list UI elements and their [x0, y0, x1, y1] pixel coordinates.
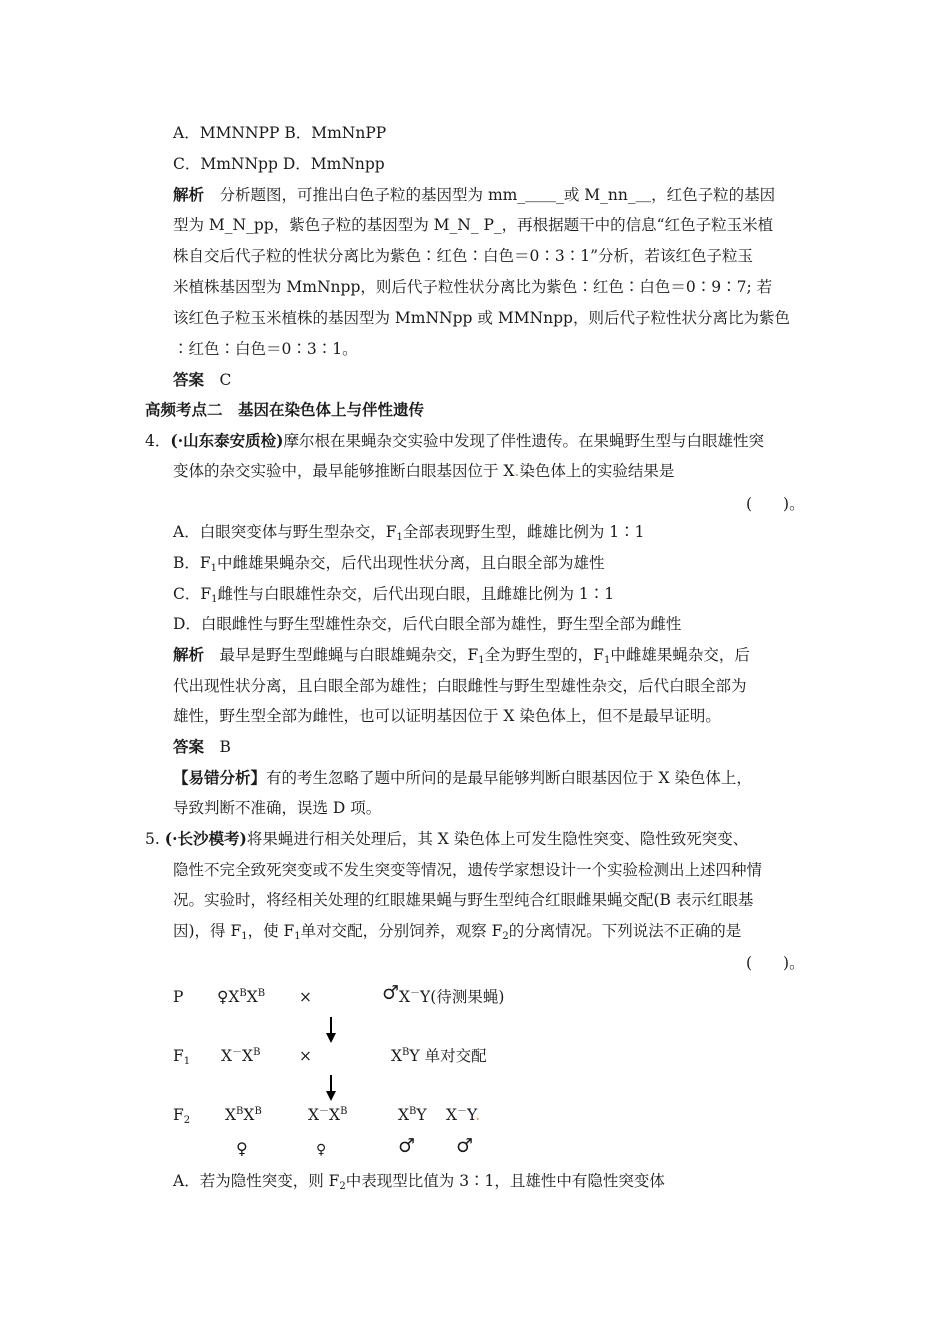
p-male-genotype: X－Y(待测果蝇): [399, 988, 505, 1006]
q3-answer-label: 答案: [173, 370, 205, 389]
f2-genotype-4: X－Y.: [446, 1106, 481, 1124]
q4-error-analysis-line-1: 【易错分析】有的考生忽略了题中所问的是最早能够判断白眼基因位于 X 染色体上，: [173, 768, 752, 787]
q4-analysis-line-2: 代出现性状分离，且白眼全部为雄性；白眼雌性与野生型雄性杂交，后代白眼全部为: [173, 677, 747, 695]
q3-answer: [173, 370, 231, 390]
female-symbol-1: ♀: [236, 1139, 248, 1158]
q4-answer-bracket: ( )。: [746, 495, 805, 513]
q3-analysis-line-4: 米植株基因型为 MmNnpp，则后代子粒性状分离比为紫色∶红色∶白色＝0∶9∶7; 若: [173, 278, 773, 296]
f1-generation-label: $F_1$: [173, 1047, 191, 1067]
q4-answer-label: 答案: [173, 737, 205, 756]
arrow-f1-to-f2-head: [326, 1091, 336, 1101]
q3-analysis-line-5: 该红色子粒玉米植株的基因型为 MmNNpp 或 MMNnpp，则后代子粒性状分离比为紫色: [173, 309, 790, 327]
q4-option-d: D．白眼雌性与野生型雄性杂交，后代白眼全部为雄性，野生型全部为雌性: [173, 615, 682, 633]
f2-genotype-1: $X^BX^B$: [225, 1106, 262, 1124]
q4-option-b: B．$F_1$中雌雄果蝇杂交，后代出现性状分离，且白眼全部为雄性: [173, 554, 605, 574]
q3-analysis-line-3: 株自交后代子粒的性状分离比为紫色∶红色∶白色＝0∶3∶1”分析，若该红色子粒玉: [173, 247, 754, 265]
p-male-symbol: ♂: [382, 982, 400, 1004]
male-symbol-2: ♂: [456, 1135, 474, 1157]
q4-option-a: A．白眼突变体与野生型杂交，$F_1$全部表现野生型，雌雄比例为 1∶1: [173, 523, 645, 543]
q4-answer-value: B: [219, 738, 231, 756]
q3-analysis-label: 解析: [173, 185, 205, 204]
q4-option-c: C．$F_1$雌性与白眼雄性杂交，后代出现白眼，且雌雄比例为 1∶1: [173, 585, 615, 605]
q4-analysis-line-3: 雄性，野生型全部为雌性，也可以证明基因位于 X 染色体上，但不是最早证明。: [173, 707, 721, 725]
q3-options-ab: A．MMNNPP B．MmNnPP: [173, 124, 387, 142]
f2-generation-label: $F_2$: [173, 1106, 191, 1126]
section-title: 高频考点二 基因在染色体上与伴性遗传: [145, 400, 425, 419]
q5-stem-line-2: 隐性不完全致死突变或不发生突变等情况，遗传学家想设计一个实验检测出上述四种情: [173, 861, 763, 879]
q4-stem-line-2: 变体的杂交实验中，最早能够推断白眼基因位于 X.染色体上的实验结果是: [173, 462, 675, 480]
q5-stem-line-1: 5. (·长沙模考)将果蝇进行相关处理后，其 X 染色体上可发生隐性突变、隐性致死突变、: [145, 829, 749, 848]
q4-analysis-label: 解析: [173, 645, 205, 664]
q5-stem-line-3: 况。实验时，将经相关处理的红眼雄果蝇与野生型纯合红眼雌果蝇交配(B 表示红眼基: [173, 891, 754, 909]
f1-cross-symbol: ×: [299, 1047, 312, 1065]
q4-error-analysis-line-2: 导致判断不准确，误选 D 项。: [173, 799, 382, 817]
f2-genotype-2: $X^-X^B$: [308, 1106, 348, 1124]
arrow-p-to-f1-head: [326, 1033, 336, 1043]
q3-answer-value: C: [219, 371, 232, 389]
p-cross-symbol: ×: [299, 988, 312, 1006]
q4-analysis-line-1: 解析 最早是野生型雌蝇与白眼雄蝇杂交，$F_1$全为野生型的，$F_1$中雌雄果蝇杂交，后: [173, 645, 750, 666]
p-generation-label: P: [173, 988, 184, 1006]
f1-female-genotype: $X^-X^B$: [221, 1047, 261, 1065]
q5-stem-line-4: 因)，得 $F_1$，使 $F_1$单对交配，分别饲养，观察 $F_2$的分离情况。下列说法不正确的是: [173, 922, 742, 942]
f1-male-genotype: $X^BY$ 单对交配: [391, 1047, 487, 1065]
f2-genotype-3: $X^BY$: [398, 1106, 427, 1124]
q4-stem-line-1: 4．(·山东泰安质检)摩尔根在果蝇杂交实验中发现了伴性遗传。在果蝇野生型与白眼雄性突: [145, 431, 764, 450]
p-female-genotype: $♀X^BX^B$: [217, 988, 266, 1006]
q5-answer-bracket: ( )。: [746, 954, 805, 972]
female-symbol-2: ♀: [316, 1142, 327, 1158]
q4-error-label: 【易错分析】: [173, 768, 267, 787]
q4-source: (·山东泰安质检): [170, 431, 284, 450]
q3-analysis-line-6: ∶红色∶白色＝0∶3∶1。: [173, 340, 358, 358]
q3-analysis-line-2: 型为 M_N_pp，紫色子粒的基因型为 M_N_ P_，再根据题干中的信息“红色子粒玉米植: [173, 216, 774, 234]
q4-answer: [173, 737, 231, 757]
q5-option-a: A．若为隐性突变，则 $F_2$中表现型比值为 3∶1，且雄性中有隐性突变体: [173, 1172, 665, 1192]
q3-options-cd: C．MmNNpp D．MmNnpp: [173, 155, 385, 173]
q5-source: (·长沙模考): [164, 829, 247, 848]
q3-analysis-line-1: 解析 分析题图，可推出白色子粒的基因型为 mm_＿＿_或 M_nn_＿，红色子粒的基因: [173, 185, 776, 204]
male-symbol-1: ♂: [398, 1135, 416, 1157]
